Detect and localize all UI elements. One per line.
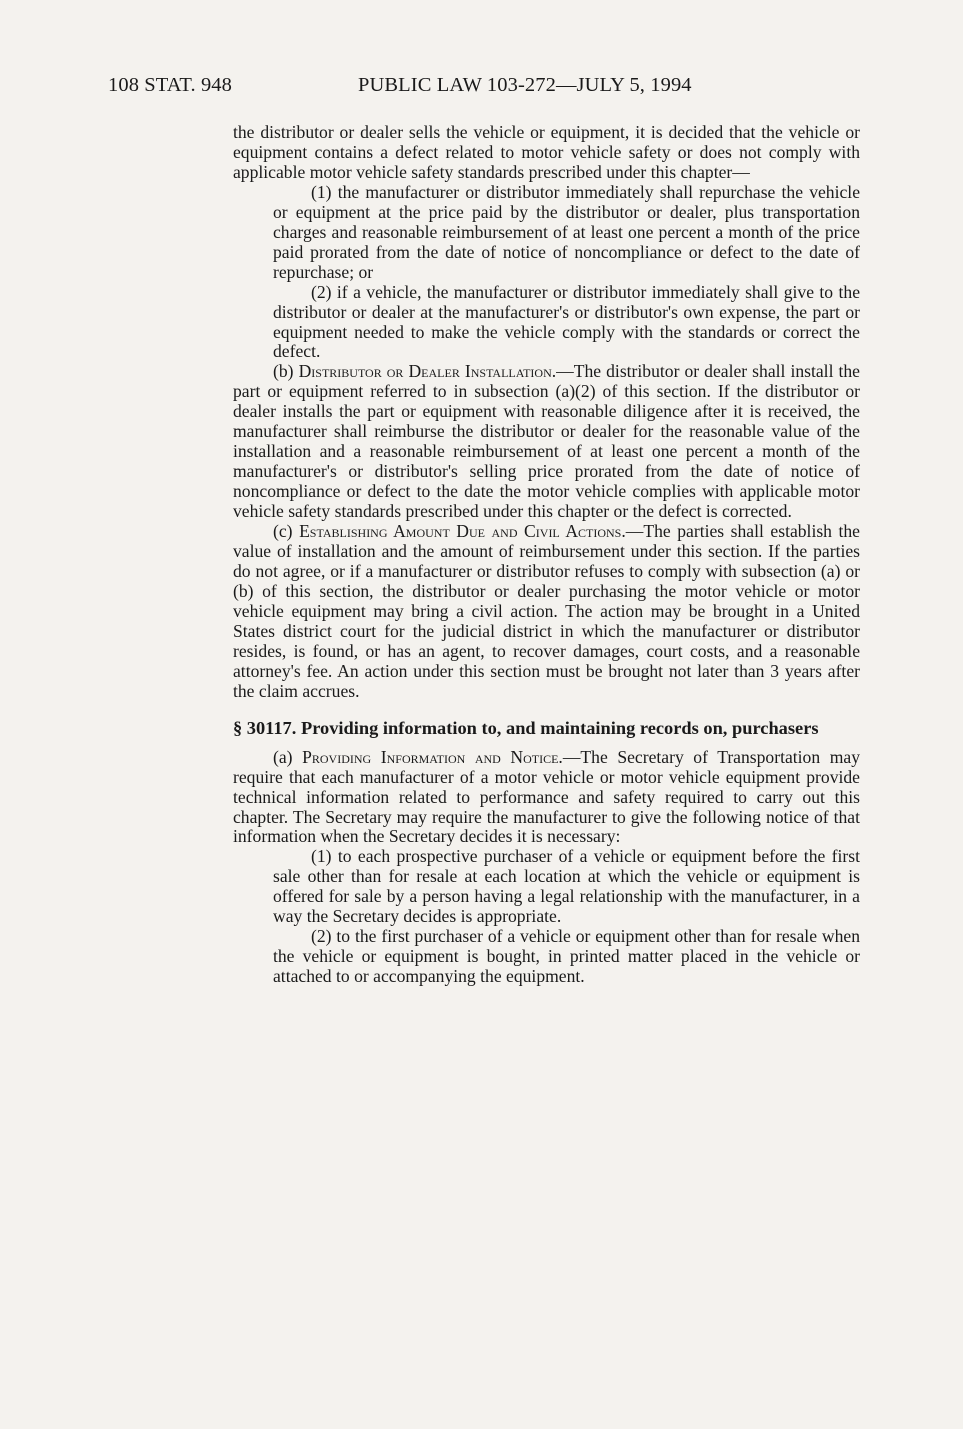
subsection-b-heading: Distributor or Dealer Installation. — [298, 361, 557, 382]
subsection-b — [233, 362, 860, 522]
section-title: Providing information to, and maintaining records on, purchasers — [300, 717, 819, 738]
list-item-1: (1) the manufacturer or distributor immediately shall repurchase the vehicle or equipment at the price paid by the distributor or dealer, plus transportation charges and reasonable reimbursement of at least one percent a month of the price paid prorated from the date of notice of noncompliance or defect to the date of repurchase; or — [273, 181, 860, 282]
subsection-c-label: (c) — [273, 521, 293, 542]
body-text — [233, 123, 860, 987]
subsection-c — [233, 522, 860, 702]
notice-item-1: (1) to each prospective purchaser of a vehicle or equipment before the first sale other than for resale at each location at which the vehicle or equipment is offered for sale by a person having a legal relationship with the manufacturer, in a way the Secretary decides is appropriate. — [273, 846, 860, 927]
subsection-b-label: (b) — [273, 361, 294, 382]
subsection-a-text: —The Secretary of Transportation may require that each manufacturer of a motor vehicle or motor vehicle equipment provide technical information related to performance and safety required to carry out this chapter. The Secretary may require the manufacturer to give the following notice of that information when the Secretary decides it is necessary: — [233, 746, 860, 847]
subsection-c-heading: Establishing Amount Due and Civil Actions. — [299, 521, 626, 542]
list-item-2: (2) if a vehicle, the manufacturer or distributor immediately shall give to the distributor or dealer at the manufacturer's or distributor's own expense, the part or equipment needed to make the vehicle comply with the standards or correct the defect. — [273, 281, 860, 362]
subsection-c-text: —The parties shall establish the value of installation and the amount of reimbursement under this section. If the parties do not agree, or if a manufacturer or distributor refuses to comply with subsection (a) or (b) of this section, the distributor or dealer purchasing the motor vehicle or motor vehicle equipment may bring a civil action. The action may be brought in a United States district court for the judicial district in which the manufacturer or distributor resides, is found, or has an agent, to recover damages, court costs, and a reasonable attorney's fee. An action under this section must be brought not later than 3 years after the claim accrues. — [233, 521, 860, 701]
subsection-b-text: —The distributor or dealer shall install the part or equipment referred to in subsection (a)(2) of this section. If the distributor or dealer installs the part or equipment with reasonable diligence after it is received, the manufacturer shall reimburse the distributor or dealer for the reasonable value of the installation and a reasonable reimbursement of at least one percent a month of the manufacturer's or distributor's selling price prorated from the date of notice of noncompliance or defect to the date the motor vehicle complies with applicable motor vehicle safety standards prescribed under this chapter or the defect is corrected. — [233, 361, 860, 522]
intro-paragraph: the distributor or dealer sells the vehicle or equipment, it is decided that the vehicle or equipment contains a defect related to motor vehicle safety or does not comply with applicable motor vehicle safety standards prescribed under this chapter— — [233, 122, 860, 182]
subsection-a-heading: Providing Information and Notice. — [302, 746, 563, 767]
statute-page-number: 108 STAT. 948 — [108, 74, 232, 96]
subsection-a-label: (a) — [273, 746, 293, 767]
section-number: § 30117. — [233, 717, 297, 738]
subsection-a — [233, 748, 860, 848]
section-heading — [233, 718, 860, 738]
running-head: PUBLIC LAW 103-272—JULY 5, 1994 — [358, 74, 692, 96]
notice-item-2: (2) to the first purchaser of a vehicle or equipment other than for resale when the vehicle or equipment is bought, in printed matter placed in the vehicle or attached to or accompanying the equipment. — [273, 926, 860, 987]
